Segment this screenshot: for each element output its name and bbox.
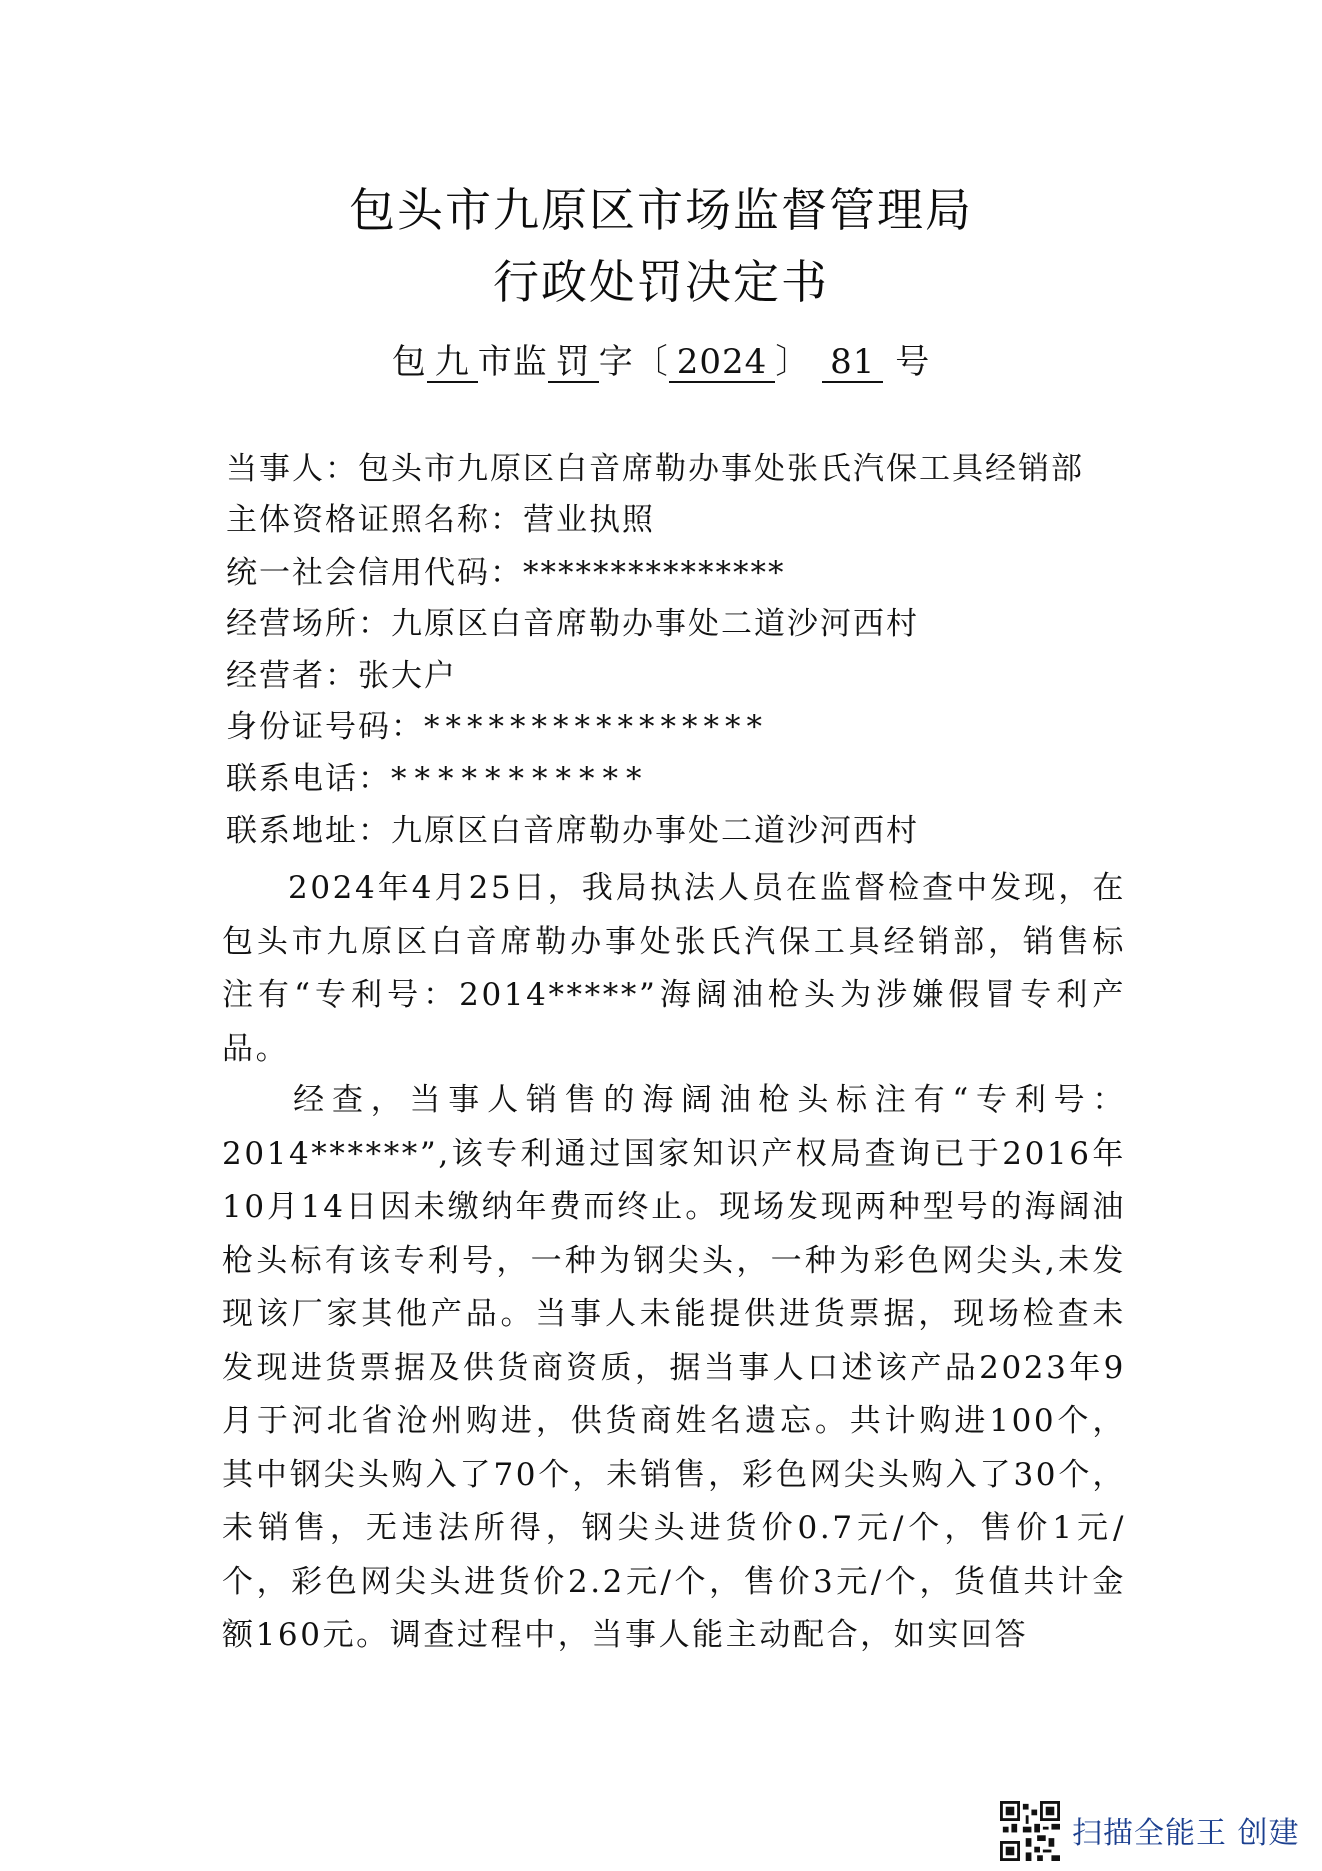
document-title-agency: 包头市九原区市场监督管理局 bbox=[349, 183, 973, 237]
document-number bbox=[0, 334, 1322, 383]
field-business-place bbox=[226, 604, 919, 644]
doc-number-suffix: 号 bbox=[895, 342, 931, 382]
document-title-type: 行政处罚决定书 bbox=[493, 255, 829, 309]
field-value: 张大户 bbox=[358, 658, 457, 694]
field-value: 九原区白音席勒办事处二道沙河西村 bbox=[391, 813, 919, 849]
field-value: 营业执照 bbox=[523, 502, 655, 538]
doc-number-mid1: 市监 bbox=[477, 342, 548, 382]
field-value: 九原区白音席勒办事处二道沙河西村 bbox=[391, 606, 919, 642]
field-phone bbox=[226, 759, 650, 799]
doc-number-year: 2024 bbox=[669, 343, 776, 383]
field-operator bbox=[226, 656, 457, 696]
field-contact-address bbox=[226, 811, 919, 851]
field-value: *************** bbox=[523, 555, 786, 591]
scanner-watermark bbox=[1072, 1808, 1300, 1852]
doc-number-prefix: 包 bbox=[391, 342, 427, 382]
field-value: **************** bbox=[424, 709, 768, 745]
field-label: 经营者： bbox=[226, 658, 358, 694]
field-value: 包头市九原区白音席勒办事处张氏汽保工具经销部 bbox=[358, 451, 1084, 487]
doc-number-seg1: 九 bbox=[427, 343, 478, 383]
body-paragraph-2 bbox=[222, 1074, 1126, 1663]
field-license-name bbox=[226, 500, 655, 540]
scanner-action-text: 创建 bbox=[1237, 1816, 1300, 1851]
body-paragraph-1 bbox=[222, 862, 1126, 1076]
field-id-number bbox=[226, 707, 768, 747]
field-value: *********** bbox=[391, 761, 650, 797]
scanner-brand-text: 扫描全能王 bbox=[1072, 1816, 1227, 1851]
field-credit-code bbox=[226, 553, 786, 593]
field-label: 身份证号码： bbox=[226, 709, 424, 745]
field-label: 主体资格证照名称： bbox=[226, 502, 523, 538]
doc-number-serial: 81 bbox=[822, 343, 883, 383]
field-party bbox=[226, 449, 1084, 489]
body-paragraph-1-text: 2024年4月25日，我局执法人员在监督检查中发现，在包头市九原区白音席勒办事处张氏汽保工具经销部，销售标注有“专利号：2014*****”海阔油枪头为涉嫌假冒专利产品。 bbox=[222, 870, 1126, 1067]
qr-code-icon bbox=[1000, 1801, 1060, 1861]
field-label: 统一社会信用代码： bbox=[226, 555, 523, 591]
doc-number-mid3: 〕 bbox=[775, 342, 811, 382]
body-paragraph-2-text: 经查，当事人销售的海阔油枪头标注有“专利号：2014******”,该专利通过国家知识产权局查询已于2016年10月14日因未缴纳年费而终止。现场发现两种型号的海阔油枪头标有该专利号，一种为钢尖头，一种为彩色网尖头,未发现该厂家其他产品。当事人未能提供进货票据，现场检查未发现进货票据及供货商资质，据当事人口述该产品2023年9月于河北省沧州购进，供货商姓名遗忘。共计购进100个，其中钢尖头购入了70个，未销售，彩色网尖头购入了30个，未销售，无违法所得，钢尖头进货价0.7元/个，售价1元/个，彩色网尖头进货价2.2元/个，售价3元/个，货值共计金额160元。调查过程中，当事人能主动配合，如实回答 bbox=[222, 1082, 1126, 1653]
doc-number-mid2: 字〔 bbox=[598, 342, 669, 382]
field-label: 联系电话： bbox=[226, 761, 391, 797]
field-label: 经营场所： bbox=[226, 606, 391, 642]
doc-number-seg2: 罚 bbox=[548, 343, 599, 383]
field-label: 当事人： bbox=[226, 451, 358, 487]
field-label: 联系地址： bbox=[226, 813, 391, 849]
